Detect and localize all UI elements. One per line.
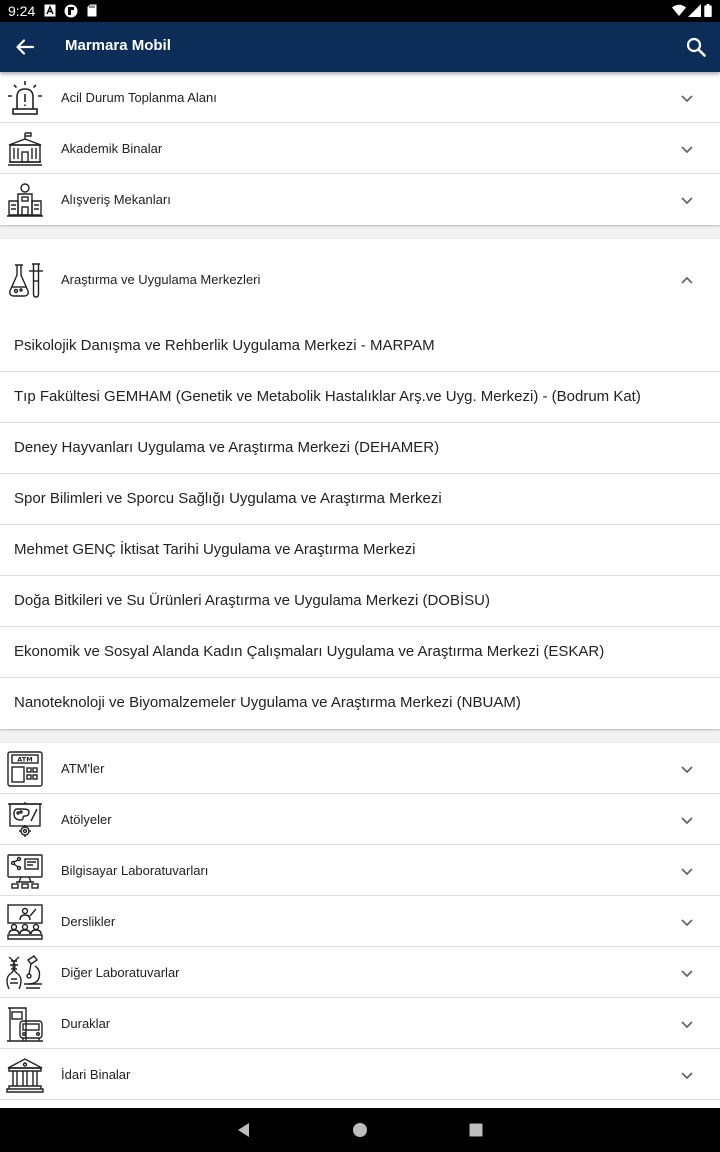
- nav-recents-icon[interactable]: [468, 1122, 484, 1138]
- category-row-atm[interactable]: [0, 743, 720, 794]
- classroom-icon: [6, 903, 44, 941]
- app-notification-icon: [44, 4, 56, 17]
- category-label: Atölyeler: [61, 812, 112, 827]
- chevron-down-icon: [679, 192, 695, 208]
- category-label: İdari Binalar: [61, 1067, 131, 1082]
- atm-icon-text: ATM: [17, 755, 33, 764]
- category-card-bottom: [0, 743, 720, 1108]
- nav-back-icon[interactable]: [236, 1122, 252, 1138]
- list-item[interactable]: [0, 576, 720, 627]
- chevron-down-icon: [679, 863, 695, 879]
- chevron-down-icon: [679, 1016, 695, 1032]
- lab-flask-icon: [6, 261, 44, 299]
- list-item-text: Deney Hayvanları Uygulama ve Araştırma Merkezi (DEHAMER): [14, 439, 440, 456]
- category-card-expanded: [0, 239, 720, 729]
- dna-microscope-icon: [6, 954, 44, 992]
- list-item[interactable]: [0, 678, 720, 729]
- list-item-text: Doğa Bitkileri ve Su Ürünleri Araştırma ve Uygulama Merkezi (DOBİSU): [14, 592, 490, 609]
- academic-building-icon: [6, 130, 44, 168]
- category-label: Acil Durum Toplanma Alanı: [61, 90, 217, 105]
- category-row-arastirma-merkezleri[interactable]: [0, 239, 720, 321]
- app-title: Marmara Mobil: [65, 37, 171, 54]
- atm-icon: [6, 750, 44, 788]
- category-label: Duraklar: [61, 1016, 111, 1031]
- list-item[interactable]: [0, 525, 720, 576]
- app-bar: [0, 22, 720, 72]
- category-row-alisveris[interactable]: [0, 174, 720, 225]
- category-row-duraklar[interactable]: [0, 998, 720, 1049]
- list-item-text: Ekonomik ve Sosyal Alanda Kadın Çalışmaları Uygulama ve Araştırma Merkezi (ESKAR): [14, 643, 605, 660]
- list-item-text: Mehmet GENÇ İktisat Tarihi Uygulama ve Araştırma Merkezi: [14, 541, 416, 558]
- category-row-akademik-binalar[interactable]: [0, 123, 720, 174]
- list-item[interactable]: [0, 627, 720, 678]
- computer-lab-icon: [6, 852, 44, 890]
- shopping-building-icon: [6, 181, 44, 219]
- workshop-icon: [6, 801, 44, 839]
- list-item[interactable]: [0, 474, 720, 525]
- category-label: Alışveriş Mekanları: [61, 192, 171, 207]
- flipboard-notification-icon: [64, 4, 78, 18]
- chevron-down-icon: [679, 914, 695, 930]
- list-item[interactable]: [0, 372, 720, 423]
- bus-stop-icon: [6, 1005, 44, 1043]
- list-item-text: Nanoteknoloji ve Biyomalzemeler Uygulama ve Araştırma Merkezi (NBUAM): [14, 694, 521, 711]
- category-card-top: [0, 72, 720, 225]
- category-row-partial[interactable]: [0, 1100, 720, 1108]
- chevron-down-icon: [679, 1067, 695, 1083]
- category-label: Derslikler: [61, 914, 116, 929]
- sd-card-icon: [87, 4, 97, 17]
- battery-icon: [704, 4, 712, 17]
- search-icon[interactable]: [684, 35, 708, 59]
- category-row-idari-binalar[interactable]: [0, 1049, 720, 1100]
- chevron-down-icon: [679, 812, 695, 828]
- administrative-building-icon: [6, 1056, 44, 1094]
- category-label: Diğer Laboratuvarlar: [61, 965, 180, 980]
- category-row-diger-lab[interactable]: [0, 947, 720, 998]
- category-label: ATM'ler: [61, 761, 105, 776]
- list-item-text: Spor Bilimleri ve Sporcu Sağlığı Uygulama ve Araştırma Merkezi: [14, 490, 442, 507]
- chevron-down-icon: [679, 141, 695, 157]
- list-item[interactable]: [0, 321, 720, 372]
- category-label: Bilgisayar Laboratuvarları: [61, 863, 209, 878]
- category-row-derslikler[interactable]: [0, 896, 720, 947]
- category-list: [0, 72, 720, 1108]
- alarm-siren-icon: [6, 79, 44, 117]
- nav-home-icon[interactable]: [352, 1122, 368, 1138]
- category-row-acil-durum[interactable]: [0, 72, 720, 123]
- wifi-icon: [672, 4, 686, 17]
- list-item-text: Psikolojik Danışma ve Rehberlik Uygulama Merkezi - MARPAM: [14, 337, 435, 354]
- status-bar: [0, 0, 720, 22]
- status-time: 9:24: [8, 3, 36, 19]
- list-item-text: Tıp Fakültesi GEMHAM (Genetik ve Metabolik Hastalıklar Arş.ve Uyg. Merkezi) - (Bodrum Kat): [14, 388, 641, 405]
- category-row-atolyeler[interactable]: [0, 794, 720, 845]
- chevron-down-icon: [679, 965, 695, 981]
- system-navigation-bar: [0, 1108, 720, 1152]
- chevron-down-icon: [679, 90, 695, 106]
- category-label: Araştırma ve Uygulama Merkezleri: [61, 272, 261, 287]
- list-item[interactable]: [0, 423, 720, 474]
- category-label: Akademik Binalar: [61, 141, 163, 156]
- cell-signal-icon: [688, 4, 701, 17]
- chevron-up-icon: [679, 272, 695, 288]
- category-row-bilgisayar-lab[interactable]: [0, 845, 720, 896]
- chevron-down-icon: [679, 761, 695, 777]
- back-arrow-icon[interactable]: [13, 35, 37, 59]
